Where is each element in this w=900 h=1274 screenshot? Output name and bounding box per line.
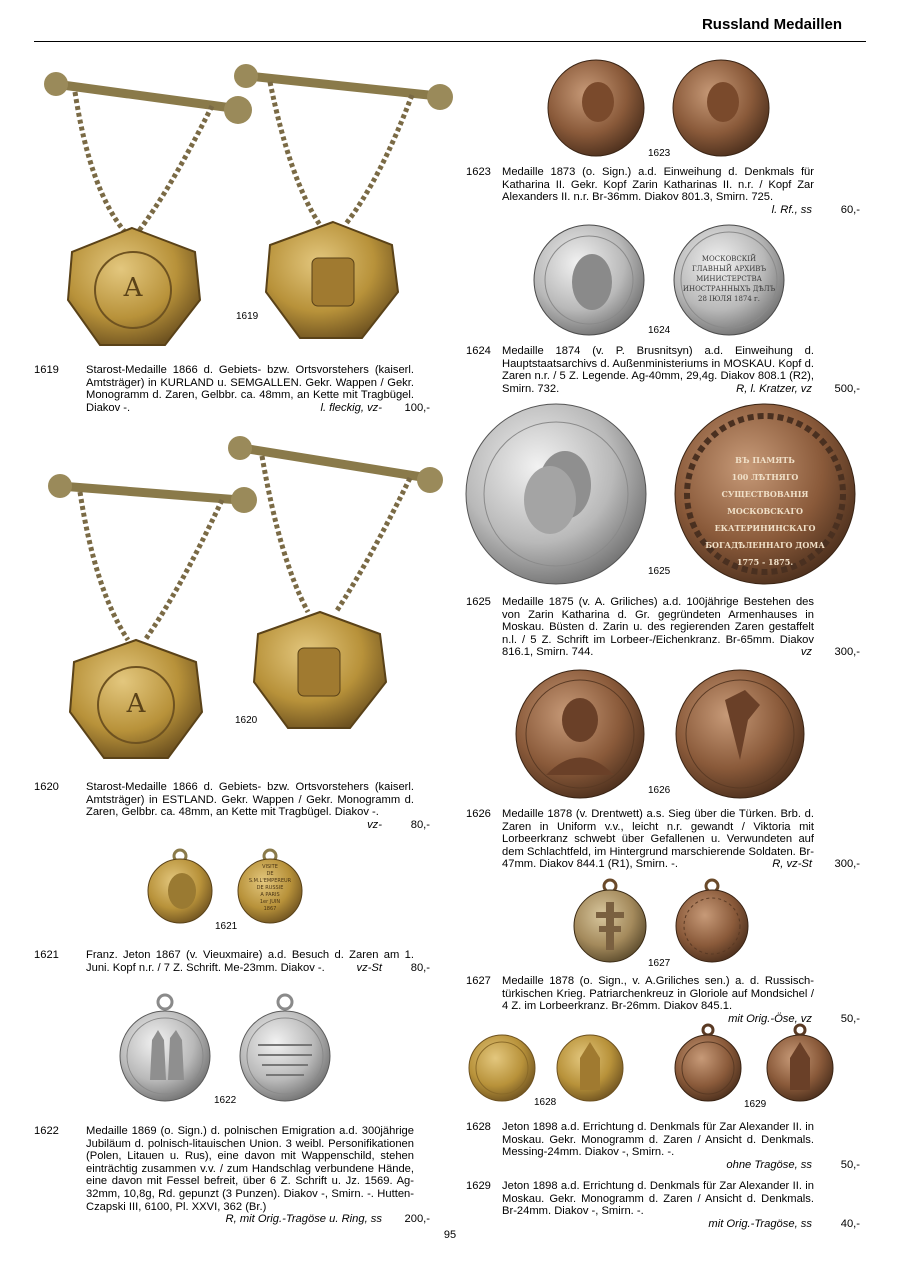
lot-price: 50,- — [840, 1158, 860, 1171]
lot-description: Starost-Medaille 1866 d. Gebiets- bzw. Ortsvorstehers (kaiserl. Amtsträger) in KURLAND u. SEMGALLEN. Gekr. Wappen / Gekr. Monogramm d. Zaren, Gelbbr. ca. 48mm, an Kette mit Tragbügel. Diakov -. — [86, 364, 414, 414]
medal-1628-obverse — [469, 1035, 535, 1101]
inscription-line: 28 ІЮЛЯ 1874 г. — [698, 295, 760, 303]
inscription-line: S.M.L'EMPEREUR — [248, 878, 292, 884]
lot-price: 40,- — [840, 1217, 860, 1230]
lot-grade: mit Orig.-Tragöse, ss — [708, 1217, 812, 1230]
lot-1625 — [466, 596, 860, 662]
lot-description: Medaille 1874 (v. P. Brusnitsyn) a.d. Einweihung d. Hauptstaatsarchivs d. Außenministeriums in MOSKAU. Kopf d. Zaren n.r. / 5 Z. Legende. Ag-40mm, 29,4g. Diakov 808.1 (R2), Smirn. 732. — [502, 345, 814, 395]
lot-1624 — [466, 345, 860, 397]
lot-description: Medaille 1878 (o. Sign., v. A.Griliches sen.) a. d. Russisch-türkischen Krieg. Patriarchenkreuz in Gloriole auf Mondsichel / 4 Z. im Lorbeerkranz. Br-26mm. Diakov 845.1. — [502, 975, 814, 1013]
lot-price: 80,- — [410, 818, 430, 831]
lot-grade: ohne Tragöse, ss — [726, 1158, 812, 1171]
lot-grade: mit Orig.-Öse, vz — [728, 1012, 812, 1025]
page-number: 95 — [443, 1229, 457, 1241]
lot-number: 1624 — [466, 345, 491, 357]
lot-number: 1627 — [466, 975, 491, 987]
inscription-line: ГЛАВНЫЙ АРХИВЪ — [691, 265, 767, 273]
inscription-line: БОГАДѢЛЕННАГО ДОМА — [705, 540, 825, 550]
lot-1623 — [466, 166, 860, 218]
medal-1622-reverse — [240, 995, 330, 1101]
inscription-line: МОСКОВСКАГО ЕКАТЕРИНИНСКАГО — [714, 506, 816, 533]
lot-grade: R, l. Kratzer, vz — [736, 382, 812, 395]
lot-number: 1620 — [34, 781, 59, 793]
lot-description: Medaille 1873 (o. Sign.) a.d. Einweihung d. Denkmals für Katharina II. Gekr. Kopf Zarin Katharinas II. n.r. / Kopf Zar Alexanders II. n.r. Br-36mm. Diakov 801.3, Smirn. 725. — [502, 166, 814, 204]
lot-price: 300,- — [834, 646, 860, 659]
inscription-line: VISITE — [262, 864, 278, 870]
medal-1619-obverse — [44, 72, 252, 345]
lot-grade: vz-St — [356, 961, 382, 974]
inscription-line: 100 ЛѢТНЯГО СУЩЕСТВОВАНІЯ — [721, 472, 809, 499]
lot-description: Jeton 1898 a.d. Errichtung d. Denkmals für Zar Alexander II. in Moskau. Gekr. Monogramm d. Zaren / Ansicht d. Denkmals. Messing-24mm. Diakov -, Smirn. -. — [502, 1121, 814, 1159]
lot-price: 100,- — [404, 401, 430, 414]
inscription-line: МИНИСТЕРСТВА — [696, 275, 762, 283]
medal-1620-obverse — [48, 474, 257, 758]
lot-grade: l. Rf., ss — [771, 203, 812, 216]
medal-1629-obverse — [675, 1025, 741, 1101]
lot-1620 — [34, 781, 430, 833]
medal-1628-reverse — [557, 1035, 623, 1101]
lot-price: 50,- — [840, 1012, 860, 1025]
lot-description: Franz. Jeton 1867 (v. Vieuxmaire) a.d. Besuch d. Zaren am 1. Juni. Kopf n.r. / 7 Z. Schrift. Me-23mm. Diakov -. — [86, 949, 414, 974]
photo-label-1628: 1628 — [534, 1097, 557, 1108]
lot-grade: vz- — [367, 818, 382, 831]
lot-number: 1626 — [466, 808, 491, 820]
photo-label-1620: 1620 — [235, 715, 258, 726]
medal-1627-reverse — [676, 880, 748, 962]
lot-number: 1625 — [466, 596, 491, 608]
photo-label-1622: 1622 — [214, 1095, 237, 1106]
inscription-line: 1775 - 1875. — [736, 557, 794, 567]
lot-1629 — [466, 1180, 860, 1232]
svg-text:A: A — [123, 273, 143, 303]
medal-1625-obverse — [466, 404, 646, 584]
inscription-line: DE RUSSIE — [256, 885, 284, 891]
lot-number: 1629 — [466, 1180, 491, 1192]
lot-number: 1622 — [34, 1125, 59, 1137]
inscription-line: ИНОСТРАННЫХЪ ДѢЛЪ — [682, 285, 776, 293]
medal-1623-obverse — [548, 60, 644, 156]
lot-1619 — [34, 364, 430, 416]
lot-1628 — [466, 1121, 860, 1173]
inscription-line: 1867 — [263, 906, 277, 912]
lot-number: 1623 — [466, 166, 491, 178]
lot-description: Medaille 1869 (o. Sign.) d. polnischen Emigration a.d. 300jährige Jubiläum d. polnisch-litauischen Union. 3 weibl. Personifikationen (Polen, Litauen u. Rus), eine davon mit Wappenschild, stehen einträchtig zusammen v.v. / zum Handschlag verbundene Hände, eine davon mit Fessel befreit, über 6 Z. Schrift u. Jz. 1569. Ag-32mm, 10,8g, Rd. gepunzt (3 Punzen). Diakov -, Smirn. -. Hutten-Czapski III, 6100, Pl. XXVI, 362 (Br.) — [86, 1125, 414, 1213]
medal-1625-reverse-inscription — [690, 452, 840, 571]
inscription-line: DE — [266, 871, 274, 877]
photo-label-1619: 1619 — [236, 311, 259, 322]
photo-label-1621: 1621 — [215, 921, 238, 932]
photo-label-1626: 1626 — [648, 785, 671, 796]
photo-label-1623: 1623 — [648, 148, 671, 159]
lot-grade: vz — [800, 646, 812, 659]
inscription-line: 1er JUIN — [259, 899, 281, 905]
medal-1624-reverse-inscription — [680, 254, 778, 304]
lot-1626 — [466, 808, 860, 874]
photo-label-1629: 1629 — [744, 1099, 767, 1110]
lot-price: 60,- — [840, 203, 860, 216]
lot-grade: l. fleckig, vz- — [320, 401, 382, 414]
lot-1622 — [34, 1125, 430, 1227]
medal-1621-reverse-inscription — [244, 864, 296, 913]
lot-number: 1628 — [466, 1121, 491, 1133]
lot-price: 80,- — [410, 961, 430, 974]
lot-number: 1619 — [34, 364, 59, 376]
medal-1621-obverse — [148, 850, 212, 923]
inscription-line: МОСКОВСКІЙ — [701, 255, 757, 263]
lot-1627 — [466, 975, 860, 1027]
lot-number: 1621 — [34, 949, 59, 961]
inscription-line: ВЪ ПАМЯТЬ — [735, 455, 795, 465]
medal-1629-reverse — [767, 1025, 833, 1101]
medal-1619-reverse — [234, 64, 453, 338]
medal-1627-obverse — [574, 880, 646, 962]
lot-grade: R, vz-St — [772, 858, 812, 871]
lot-description: Starost-Medaille 1866 d. Gebiets- bzw. Ortsvorstehers (kaiserl. Amtsträger) in ESTLAND. Gekr. Wappen / Gekr. Monogramm d. Zaren, Gelbbr. ca. 48mm, an Kette mit Tragbügel. Diakov -. — [86, 781, 414, 819]
lot-price: 300,- — [834, 858, 860, 871]
lot-grade: R, mit Orig.-Tragöse u. Ring, ss — [225, 1213, 382, 1226]
photo-label-1627: 1627 — [648, 958, 671, 969]
lot-description: Medaille 1875 (v. A. Griliches) a.d. 100jährige Bestehen des von Zarin Katharina d. Gr. gegründeten Armenhauses in Moskau. Büsten d. Zarin u. des regierenden Zaren gestaffelt n.l. / 5 Z. Schrift im Lorbeer-/Eichenkranz. Br-65mm. Diakov 816.1, Smirn. 744. — [502, 596, 814, 659]
inscription-line: A PARIS — [260, 892, 280, 898]
lot-price: 500,- — [834, 382, 860, 395]
medal-1626-reverse — [676, 670, 804, 798]
medal-1620-reverse — [228, 436, 443, 728]
photo-label-1625: 1625 — [648, 566, 671, 577]
photo-label-1624: 1624 — [648, 325, 671, 336]
svg-text:A: A — [126, 689, 146, 719]
lot-price: 200,- — [404, 1213, 430, 1226]
medal-1623-reverse — [673, 60, 769, 156]
medal-1626-obverse — [516, 670, 644, 798]
lot-description: Jeton 1898 a.d. Errichtung d. Denkmals für Zar Alexander II. in Moskau. Gekr. Monogramm d. Zaren / Ansicht d. Denkmals. Br-24mm. Diakov -, Smirn. -. — [502, 1180, 814, 1218]
lot-1621 — [34, 949, 430, 977]
page-header-title: Russland Medaillen — [701, 16, 842, 33]
medal-1622-obverse — [120, 995, 210, 1101]
lot-description: Medaille 1878 (v. Drentwett) a.s. Sieg über die Türken. Brb. d. Zaren in Uniform v.v., leicht n.r. gewandt / Viktoria mit Lorbeerkranz schwebt über Gefallenen u. Verwundeten auf dem Schlachtfeld, im Hintergrund marschierende Soldaten. Br-47mm. Diakov 844.1 (R1), Smirn. -. — [502, 808, 814, 871]
medal-1624-obverse — [534, 225, 644, 335]
